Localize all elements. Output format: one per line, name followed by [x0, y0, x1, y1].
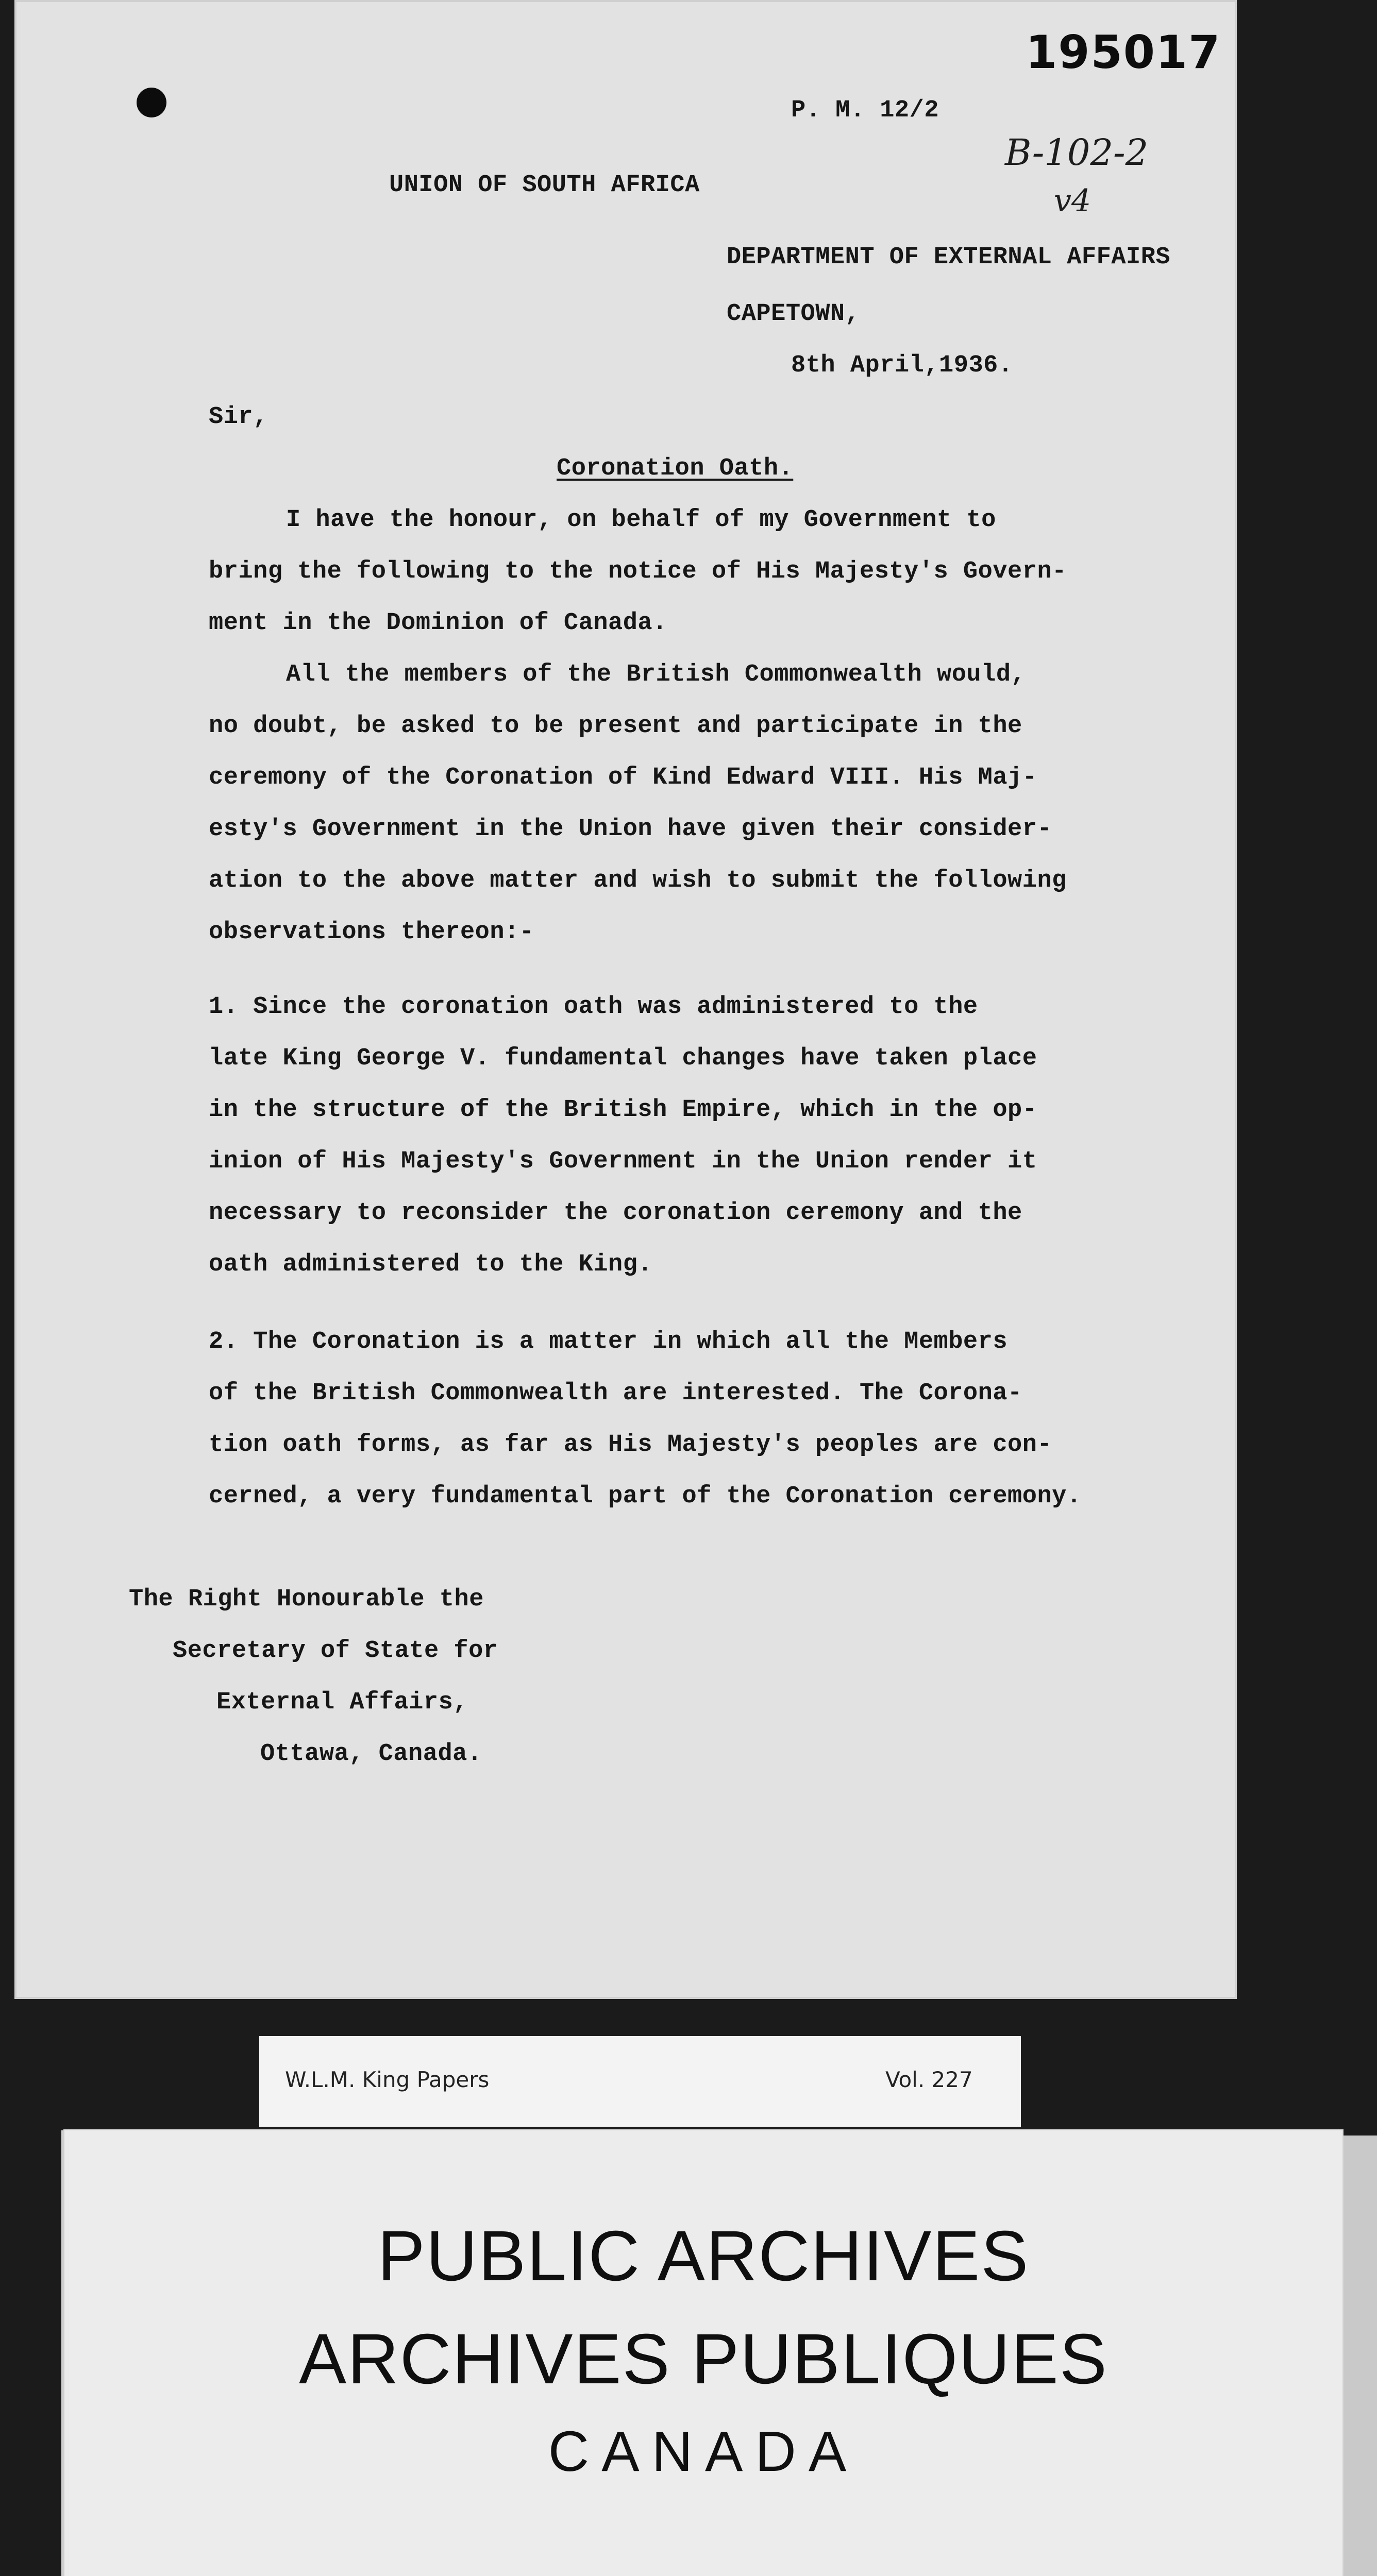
letter-country: UNION OF SOUTH AFRICA [389, 172, 700, 199]
archive-card-title-fr: ARCHIVES PUBLIQUES [299, 2319, 1108, 2399]
body-line: All the members of the British Commonwealth would, [286, 661, 1026, 688]
point-2-line: cerned, a very fundamental part of the Coronation ceremony. [209, 1483, 1082, 1510]
handwritten-reference: B-102-2 [1005, 131, 1149, 174]
addressee-line: Secretary of State for [173, 1637, 498, 1665]
punch-hole [137, 88, 166, 117]
archive-label [259, 2036, 1021, 2127]
letter-date: 8th April,1936. [791, 352, 1013, 379]
body-line: bring the following to the notice of His Majesty's Govern- [209, 558, 1067, 585]
addressee-line: Ottawa, Canada. [260, 1740, 482, 1768]
archive-card-country: CANADA [548, 2420, 859, 2483]
point-1-line: inion of His Majesty's Government in the Union render it [209, 1148, 1037, 1175]
addressee-line: External Affairs, [216, 1689, 468, 1716]
letter-department: DEPARTMENT OF EXTERNAL AFFAIRS [727, 244, 1171, 271]
body-line: esty's Government in the Union have given their consider- [209, 816, 1052, 843]
archive-card-title-en: PUBLIC ARCHIVES [377, 2216, 1030, 2296]
collection-label: W.L.M. King Papers [285, 2067, 490, 2092]
addressee-line: The Right Honourable the [129, 1586, 484, 1613]
salutation: Sir, [209, 403, 268, 431]
point-1-line: late King George V. fundamental changes have taken place [209, 1045, 1037, 1072]
point-1-line: oath administered to the King. [209, 1251, 653, 1278]
volume-label: Vol. 227 [885, 2067, 973, 2092]
document-stamp-number: 195017 [1026, 26, 1221, 79]
body-line: I have the honour, on behalf of my Government to [286, 506, 996, 534]
body-line: ation to the above matter and wish to submit the following [209, 867, 1067, 894]
point-2-line: of the British Commonwealth are interested. The Corona- [209, 1380, 1022, 1407]
letter-city: CAPETOWN, [727, 300, 860, 328]
file-reference: P. M. 12/2 [791, 97, 939, 124]
letter-subject: Coronation Oath. [557, 455, 794, 482]
body-line: ment in the Dominion of Canada. [209, 609, 667, 637]
handwritten-note: v4 [1054, 183, 1091, 219]
point-1-line: 1. Since the coronation oath was administered to the [209, 993, 978, 1021]
body-line: no doubt, be asked to be present and participate in the [209, 713, 1022, 740]
point-1-line: in the structure of the British Empire, which in the op- [209, 1096, 1037, 1124]
point-2-line: 2. The Coronation is a matter in which all the Members [209, 1328, 1008, 1355]
archive-card [64, 2130, 1342, 2576]
point-2-line: tion oath forms, as far as His Majesty's peoples are con- [209, 1431, 1052, 1459]
point-1-line: necessary to reconsider the coronation ceremony and the [209, 1199, 1022, 1227]
body-line: observations thereon:- [209, 919, 534, 946]
body-line: ceremony of the Coronation of Kind Edward VIII. His Maj- [209, 764, 1037, 791]
